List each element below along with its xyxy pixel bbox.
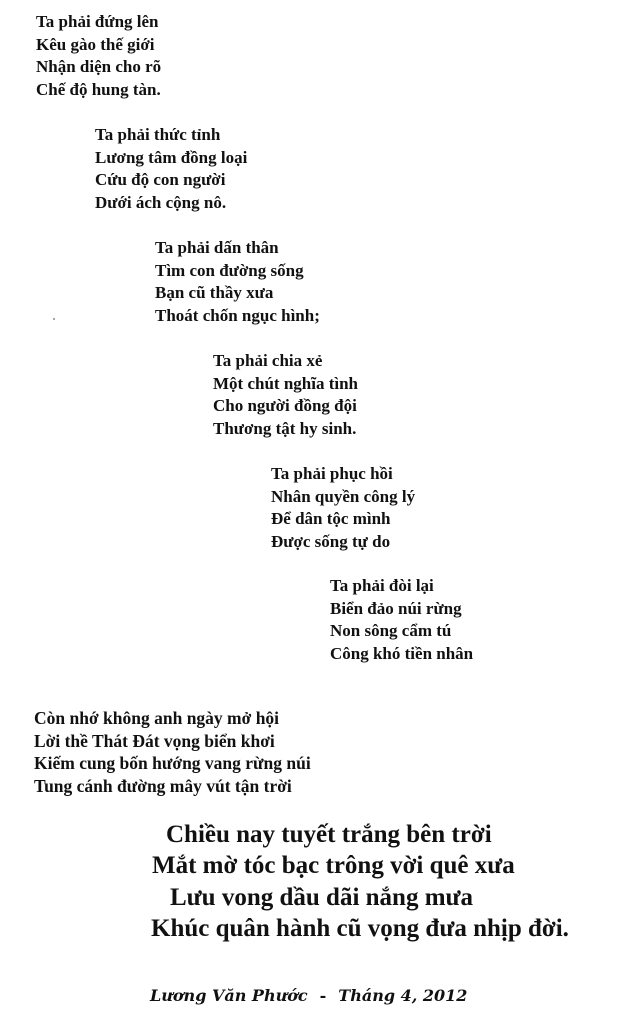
- stanza-6: [330, 575, 473, 666]
- poem-line: Biển đảo núi rừng: [330, 598, 462, 618]
- stanza-5: [271, 463, 415, 554]
- poem-line: Ta phải dấn thân: [155, 238, 279, 257]
- poem-line: Kiếm cung bốn hướng vang rừng núi: [34, 753, 311, 774]
- poem-line: Lương tâm đồng loại: [95, 147, 248, 167]
- poem-line: Thoát chốn ngục hình;: [155, 306, 320, 326]
- poem-line: Ta phải phục hồi: [271, 464, 393, 483]
- poem-line: Lời thề Thát Đát vọng biển khơi: [34, 730, 275, 751]
- quatrain-stanza: [34, 707, 311, 798]
- poem-line: Tung cánh đường mây vút tận trời: [34, 776, 292, 797]
- author-name: Lương Văn Phước: [150, 986, 308, 1005]
- poem-line: Ta phải đòi lại: [330, 576, 434, 595]
- poem-line: Dưới ách cộng nô.: [95, 193, 227, 213]
- scan-speck: [53, 318, 55, 320]
- poem-line: Thương tật hy sinh.: [213, 419, 357, 439]
- poem-line: Được sống tự do: [271, 532, 391, 552]
- poem-line: Để dân tộc mình: [271, 509, 391, 529]
- final-stanza: [0, 819, 569, 944]
- poem-line: Một chút nghĩa tình: [213, 373, 358, 393]
- poem-line: Cho người đồng đội: [213, 396, 357, 416]
- poem-line: Công khó tiền nhân: [330, 644, 474, 664]
- poem-line: Bạn cũ thầy xưa: [155, 283, 274, 303]
- stanza-3: [155, 237, 320, 328]
- poem-line: Kêu gào thế giới: [36, 34, 155, 54]
- poem-line: Cứu độ con người: [95, 170, 226, 190]
- poem-line: Non sông cẩm tú: [330, 621, 452, 641]
- stanza-4: [213, 350, 358, 441]
- stanza-1: [36, 11, 161, 102]
- poem-line: Nhận diện cho rõ: [36, 57, 162, 77]
- poem-line: Tìm con đường sống: [155, 260, 304, 280]
- signature-separator: -: [319, 986, 327, 1005]
- poem-line: Còn nhớ không anh ngày mở hội: [34, 708, 280, 728]
- signature-line: [150, 985, 467, 1007]
- poem-line: Nhân quyền công lý: [271, 486, 416, 506]
- signature-date: Tháng 4, 2012: [338, 986, 468, 1005]
- final-line: Khúc quân hành cũ vọng đưa nhịp đời.: [151, 914, 569, 942]
- final-line: Mắt mờ tóc bạc trông vời quê xưa: [152, 852, 515, 880]
- final-line: Lưu vong dầu dãi nắng mưa: [170, 883, 474, 911]
- stanza-2: [95, 124, 247, 215]
- poem-line: Ta phải thức tỉnh: [95, 125, 221, 144]
- poem-line: Chế độ hung tàn.: [36, 80, 161, 100]
- final-line: Chiều nay tuyết trắng bên trời: [166, 821, 492, 848]
- poem-line: Ta phải chia xẻ: [213, 351, 323, 370]
- poem-line: Ta phải đứng lên: [36, 12, 159, 31]
